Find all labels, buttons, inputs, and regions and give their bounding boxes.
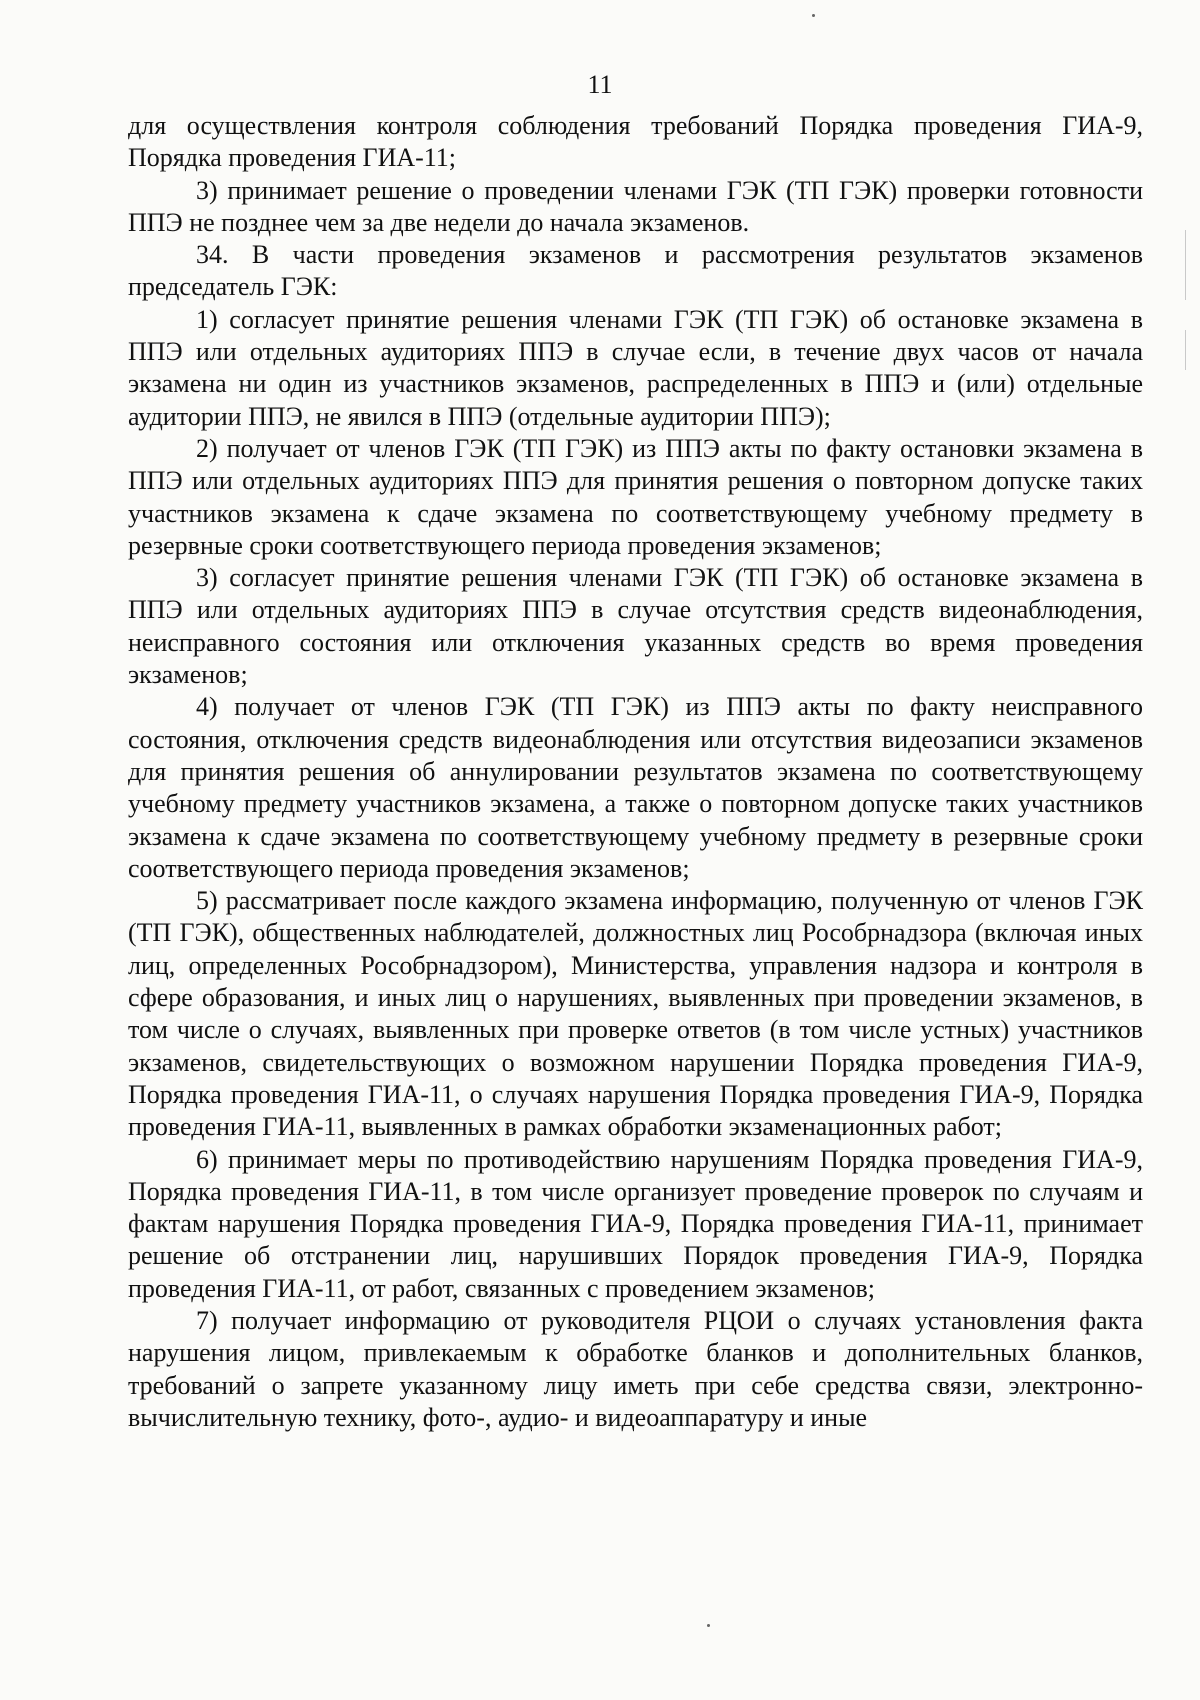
paragraph-section-34: 34. В части проведения экзаменов и рассмотрения результатов экзаменов председатель ГЭК:	[128, 240, 1143, 302]
document-body	[128, 110, 1143, 1434]
page-number: 11	[587, 70, 613, 99]
scan-speck	[812, 14, 815, 17]
paragraph-item-4: 4) получает от членов ГЭК (ТП ГЭК) из ППЭ акты по факту неисправного состояния, отключения средств видеонаблюдения или отсутствия видеозаписи экзаменов для принятия решения об аннулировании результатов экзамена по соответствующему учебному предмету участников экзамена, а также о повторном допуске таких участников экзамена к сдаче экзамена по соответствующему учебному предмету в резервные сроки соответствующего периода проведения экзаменов;	[128, 692, 1143, 883]
scan-edge-mark	[1185, 330, 1186, 370]
paragraph-item-6: 6) принимает меры по противодействию нарушениям Порядка проведения ГИА-9, Порядка проведения ГИА-11, в том числе организует проведение проверок по случаям и фактам нарушения Порядка проведения ГИА-9, Порядка проведения ГИА-11, принимает решение об отстранении лиц, нарушивших Порядок проведения ГИА-9, Порядка проведения ГИА-11, от работ, связанных с проведением экзаменов;	[128, 1144, 1143, 1303]
paragraph-item-2: 2) получает от членов ГЭК (ТП ГЭК) из ППЭ акты по факту остановки экзамена в ППЭ или отдельных аудиториях ППЭ для принятия решения о повторном допуске таких участников экзамена к сдаче экзамена по соответствующему учебному предмету в резервные сроки соответствующего периода проведения экзаменов;	[128, 433, 1143, 560]
scan-edge-mark	[1185, 230, 1186, 300]
paragraph-item-5: 5) рассматривает после каждого экзамена информацию, полученную от членов ГЭК (ТП ГЭК), общественных наблюдателей, должностных лиц Рособрнадзора (включая иных лиц, определенных Рособрнадзором), Министерства, управления надзора и контроля в сфере образования, и иных лиц о нарушениях, выявленных при проведении экзаменов, в том числе о случаях, выявленных при проверке ответов (в том числе устных) участников экзаменов, свидетельствующих о возможном нарушении Порядка проведения ГИА-9, Порядка проведения ГИА-11, о случаях нарушения Порядка проведения ГИА-9, Порядка проведения ГИА-11, выявленных в рамках обработки экзаменационных работ;	[128, 886, 1143, 1142]
paragraph-item-3b: 3) согласует принятие решения членами ГЭК (ТП ГЭК) об остановке экзамена в ППЭ или отдельных аудиториях ППЭ в случае отсутствия средств видеонаблюдения, неисправного состояния или отключения указанных средств во время проведения экзаменов;	[128, 563, 1143, 690]
paragraph-item-3: 3) принимает решение о проведении членами ГЭК (ТП ГЭК) проверки готовности ППЭ не позднее чем за две недели до начала экзаменов.	[128, 175, 1143, 237]
paragraph-item-7: 7) получает информацию от руководителя РЦОИ о случаях установления факта нарушения лицом, привлекаемым к обработке бланков и дополнительных бланков, требований о запрете указанному лицу иметь при себе средства связи, электронно-вычислительную технику, фото-, аудио- и видеоаппаратуру и иные	[128, 1305, 1143, 1432]
paragraph-continuation: для осуществления контроля соблюдения требований Порядка проведения ГИА-9, Порядка проведения ГИА-11;	[128, 111, 1143, 173]
paragraph-item-1: 1) согласует принятие решения членами ГЭК (ТП ГЭК) об остановке экзамена в ППЭ или отдельных аудиториях ППЭ в случае если, в течение двух часов от начала экзамена ни один из участников экзаменов, распределенных в ППЭ и (или) отдельные аудитории ППЭ, не явился в ППЭ (отдельные аудитории ППЭ);	[128, 304, 1143, 431]
scan-speck	[707, 1624, 710, 1627]
